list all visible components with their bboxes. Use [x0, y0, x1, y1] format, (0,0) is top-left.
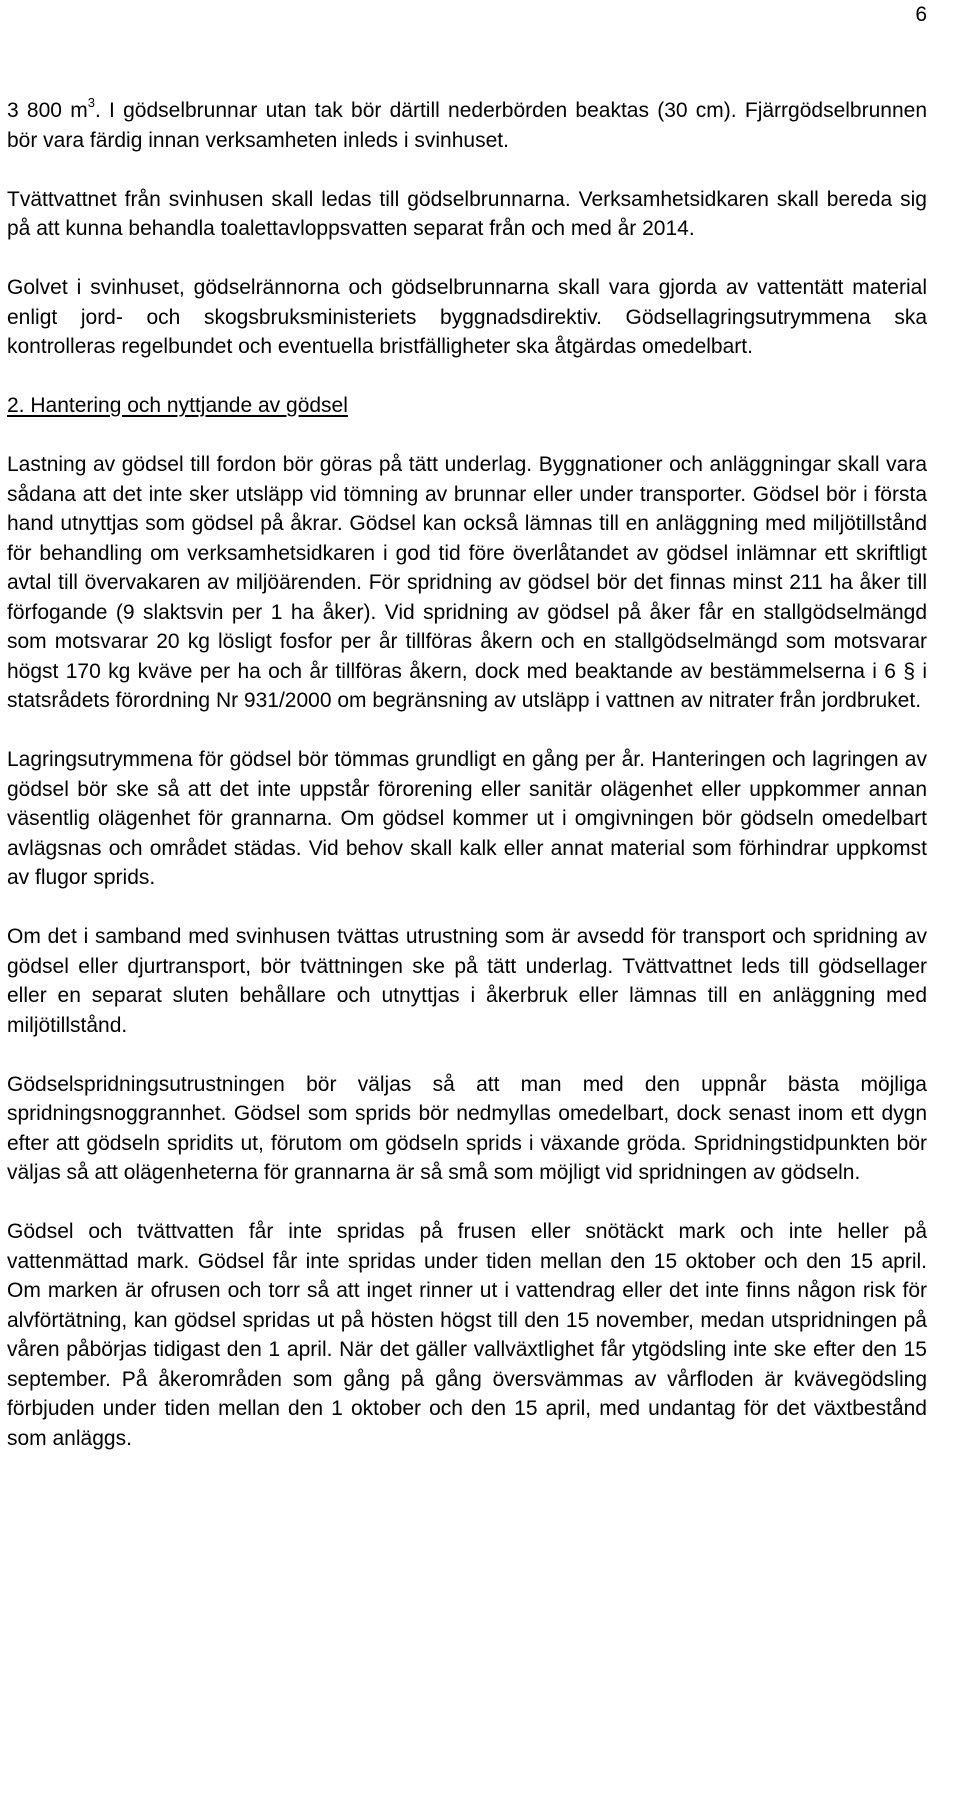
paragraph-text: . I gödselbrunnar utan tak bör därtill nederbörden beaktas (30 cm). Fjärrgödselbrunnen bör vara färdig innan verksamheten inleds i svinhuset. — [7, 99, 927, 152]
paragraph-spreading-equipment: Gödselspridningsutrustningen bör väljas så att man med den uppnår bästa möjliga spridningsnoggrannhet. Gödsel som sprids bör nedmyllas omedelbart, dock senast inom ett dygn efter att gödseln spridits ut, förutom om gödseln sprids i växande gröda. Spridningstidpunkten bör väljas så att olägenheterna för grannarna är så små som möjligt vid spridningen av gödseln. — [7, 1072, 927, 1184]
section-heading: 2. Hantering och nyttjande av gödsel — [7, 394, 348, 417]
paragraph-wash-water: Tvättvattnet från svinhusen skall ledas till gödselbrunnarna. Verksamhetsidkaren skall bereda sig på att kunna behandla toalettavloppsvatten separat från och med år 2014. — [7, 187, 927, 240]
paragraph-text: 3 800 m — [7, 99, 88, 122]
paragraph-loading-spreading: Lastning av gödsel till fordon bör göras på tätt underlag. Byggnationer och anläggningar skall vara sådana att det inte sker utsläpp vid tömning av brunnar eller under transporter. Gödsel bör i första hand utnyttjas som gödsel på åkrar. Gödsel kan också lämnas till en anläggning med miljötillstånd för behandling om verksamhetsidkaren i god tid före överlåtandet av gödsel inlämnar ett skriftligt avtal till övervakaren av miljöärenden. För spridning av gödsel bör det finnas minst 211 ha åker till förfogande (9 slaktsvin per 1 ha åker). Vid spridning av gödsel på åker får en stallgödselmängd som motsvarar 20 kg lösligt fosfor per år tillföras åkern och en stallgödselmängd som motsvarar högst 170 kg kväve per ha och år tillföras åkern, dock med beaktande av bestämmelserna i 6 § i statsrådets förordning Nr 931/2000 om begränsning av utsläpp i vattnen av nitrater från jordbruket. — [7, 453, 927, 712]
paragraph-floor-material: Golvet i svinhuset, gödselrännorna och gödselbrunnarna skall vara gjorda av vattentätt material enligt jord- och skogsbruksministeriets byggnadsdirektiv. Gödsellagringsutrymmena ska kontrolleras regelbundet och eventuella bristfälligheter ska åtgärdas omedelbart. — [7, 276, 927, 358]
paragraph-spreading-restrictions: Gödsel och tvättvatten får inte spridas på frusen eller snötäckt mark och inte heller på vattenmättad mark. Gödsel får inte spridas under tiden mellan den 15 oktober och den 15 april. Om marken är ofrusen och torr så att inget rinner ut i vattendrag eller det inte finns någon risk för alvförtätning, kan gödsel spridas ut på hösten högst till den 15 november, medan utspridningen på våren påbörjas tidigast den 1 april. När det gäller vallväxtlighet får ytgödsling inte ske efter den 15 september. På åkerområden som gång på gång översvämmas av vårfloden är kvävegödsling förbjuden under tiden mellan den 1 oktober och den 15 april, med undantag för det växtbestånd som anläggs. — [7, 1220, 927, 1450]
paragraph-storage-volume — [7, 96, 927, 155]
paragraph-equipment-washing: Om det i samband med svinhusen tvättas utrustning som är avsedd för transport och spridning av gödsel eller djurtransport, bör tvättningen ske på tätt underlag. Tvättvattnet leds till gödsellager eller en separat sluten behållare och utnyttjas i åkerbruk eller lämnas till en anläggning med miljötillstånd. — [7, 925, 927, 1037]
superscript: 3 — [87, 95, 95, 110]
page-number: 6 — [915, 3, 927, 26]
paragraph-emptying-storage: Lagringsutrymmena för gödsel bör tömmas grundligt en gång per år. Hanteringen och lagringen av gödsel bör ske så att det inte uppstår förorening eller sanitär olägenhet eller uppkommer annan väsentlig olägenhet för grannarna. Om gödsel kommer ut i omgivningen bör gödseln omedelbart avlägsnas och området städas. Vid behov skall kalk eller annat material som förhindrar uppkomst av flugor sprids. — [7, 748, 927, 889]
document-body — [7, 96, 927, 1453]
